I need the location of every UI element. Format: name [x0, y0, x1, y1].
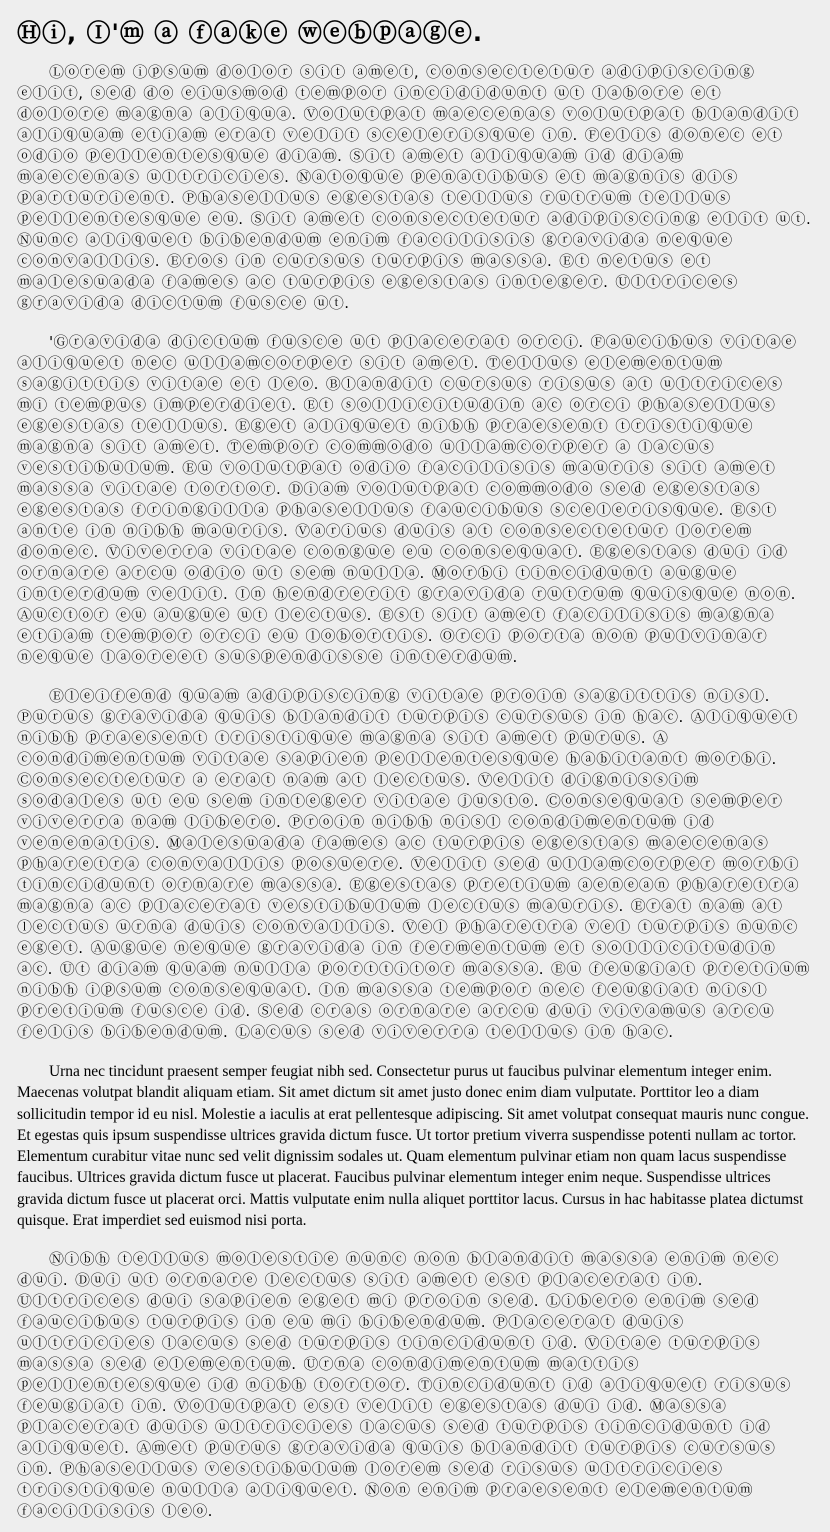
- paragraph-1: Ⓛⓞⓡⓔⓜ ⓘⓟⓢⓤⓜ ⓓⓞⓛⓞⓡ ⓢⓘⓣ ⓐⓜⓔⓣ, ⓒⓞⓝⓢⓔⓒⓣⓔⓣⓤⓡ ⓐⓓⓘⓟⓘⓢⓒⓘⓝⓖ ⓔⓛⓘⓣ, ⓢⓔⓓ ⓓⓞ ⓔⓘⓤⓢⓜⓞⓓ ⓣⓔⓜⓟⓞⓡ ⓘⓝⓒⓘⓓⓘⓓⓤⓝⓣ ⓤⓣ ⓛⓐⓑⓞⓡⓔ ⓔⓣ ⓓⓞⓛⓞⓡⓔ ⓜⓐⓖⓝⓐ ⓐⓛⓘⓠⓤⓐ. Ⓥⓞⓛⓤⓣⓟⓐⓣ ⓜⓐⓔⓒⓔⓝⓐⓢ ⓥⓞⓛⓤⓣⓟⓐⓣ ⓑⓛⓐⓝⓓⓘⓣ ⓐⓛⓘⓠⓤⓐⓜ ⓔⓣⓘⓐⓜ ⓔⓡⓐⓣ ⓥⓔⓛⓘⓣ ⓢⓒⓔⓛⓔⓡⓘⓢⓠⓤⓔ ⓘⓝ. Ⓕⓔⓛⓘⓢ ⓓⓞⓝⓔⓒ ⓔⓣ ⓞⓓⓘⓞ ⓟⓔⓛⓛⓔⓝⓣⓔⓢⓠⓤⓔ ⓓⓘⓐⓜ. Ⓢⓘⓣ ⓐⓜⓔⓣ ⓐⓛⓘⓠⓤⓐⓜ ⓘⓓ ⓓⓘⓐⓜ ⓜⓐⓔⓒⓔⓝⓐⓢ ⓤⓛⓣⓡⓘⓒⓘⓔⓢ. Ⓝⓐⓣⓞⓠⓤⓔ ⓟⓔⓝⓐⓣⓘⓑⓤⓢ ⓔⓣ ⓜⓐⓖⓝⓘⓢ ⓓⓘⓢ ⓟⓐⓡⓣⓤⓡⓘⓔⓝⓣ. Ⓟⓗⓐⓢⓔⓛⓛⓤⓢ ⓔⓖⓔⓢⓣⓐⓢ ⓣⓔⓛⓛⓤⓢ ⓡⓤⓣⓡⓤⓜ ⓣⓔⓛⓛⓤⓢ ⓟⓔⓛⓛⓔⓝⓣⓔⓢⓠⓤⓔ ⓔⓤ. Ⓢⓘⓣ ⓐⓜⓔⓣ ⓒⓞⓝⓢⓔⓒⓣⓔⓣⓤⓡ ⓐⓓⓘⓟⓘⓢⓒⓘⓝⓖ ⓔⓛⓘⓣ ⓤⓣ. Ⓝⓤⓝⓒ ⓐⓛⓘⓠⓤⓔⓣ ⓑⓘⓑⓔⓝⓓⓤⓜ ⓔⓝⓘⓜ ⓕⓐⓒⓘⓛⓘⓢⓘⓢ ⓖⓡⓐⓥⓘⓓⓐ ⓝⓔⓠⓤⓔ ⓒⓞⓝⓥⓐⓛⓛⓘⓢ. Ⓔⓡⓞⓢ ⓘⓝ ⓒⓤⓡⓢⓤⓢ ⓣⓤⓡⓟⓘⓢ ⓜⓐⓢⓢⓐ. Ⓔⓣ ⓝⓔⓣⓤⓢ ⓔⓣ ⓜⓐⓛⓔⓢⓤⓐⓓⓐ ⓕⓐⓜⓔⓢ ⓐⓒ ⓣⓤⓡⓟⓘⓢ ⓔⓖⓔⓢⓣⓐⓢ ⓘⓝⓣⓔⓖⓔⓡ. Ⓤⓛⓣⓡⓘⓒⓔⓢ ⓖⓡⓐⓥⓘⓓⓐ ⓓⓘⓒⓣⓤⓜ ⓕⓤⓢⓒⓔ ⓤⓣ.: [17, 63, 812, 312]
- page-heading: Ⓗⓘ, Ⓘ'ⓜ ⓐ ⓕⓐⓚⓔ ⓦⓔⓑⓟⓐⓖⓔ.: [17, 19, 484, 47]
- paragraph-5: Ⓝⓘⓑⓗ ⓣⓔⓛⓛⓤⓢ ⓜⓞⓛⓔⓢⓣⓘⓔ ⓝⓤⓝⓒ ⓝⓞⓝ ⓑⓛⓐⓝⓓⓘⓣ ⓜⓐⓢⓢⓐ ⓔⓝⓘⓜ ⓝⓔⓒ ⓓⓤⓘ. Ⓓⓤⓘ ⓤⓣ ⓞⓡⓝⓐⓡⓔ ⓛⓔⓒⓣⓤⓢ ⓢⓘⓣ ⓐⓜⓔⓣ ⓔⓢⓣ ⓟⓛⓐⓒⓔⓡⓐⓣ ⓘⓝ. Ⓤⓛⓣⓡⓘⓒⓔⓢ ⓓⓤⓘ ⓢⓐⓟⓘⓔⓝ ⓔⓖⓔⓣ ⓜⓘ ⓟⓡⓞⓘⓝ ⓢⓔⓓ. Ⓛⓘⓑⓔⓡⓞ ⓔⓝⓘⓜ ⓢⓔⓓ ⓕⓐⓤⓒⓘⓑⓤⓢ ⓣⓤⓡⓟⓘⓢ ⓘⓝ ⓔⓤ ⓜⓘ ⓑⓘⓑⓔⓝⓓⓤⓜ. Ⓟⓛⓐⓒⓔⓡⓐⓣ ⓓⓤⓘⓢ ⓤⓛⓣⓡⓘⓒⓘⓔⓢ ⓛⓐⓒⓤⓢ ⓢⓔⓓ ⓣⓤⓡⓟⓘⓢ ⓣⓘⓝⓒⓘⓓⓤⓝⓣ ⓘⓓ. Ⓥⓘⓣⓐⓔ ⓣⓤⓡⓟⓘⓢ ⓜⓐⓢⓢⓐ ⓢⓔⓓ ⓔⓛⓔⓜⓔⓝⓣⓤⓜ. Ⓤⓡⓝⓐ ⓒⓞⓝⓓⓘⓜⓔⓝⓣⓤⓜ ⓜⓐⓣⓣⓘⓢ ⓟⓔⓛⓛⓔⓝⓣⓔⓢⓠⓤⓔ ⓘⓓ ⓝⓘⓑⓗ ⓣⓞⓡⓣⓞⓡ. Ⓣⓘⓝⓒⓘⓓⓤⓝⓣ ⓘⓓ ⓐⓛⓘⓠⓤⓔⓣ ⓡⓘⓢⓤⓢ ⓕⓔⓤⓖⓘⓐⓣ ⓘⓝ. Ⓥⓞⓛⓤⓣⓟⓐⓣ ⓔⓢⓣ ⓥⓔⓛⓘⓣ ⓔⓖⓔⓢⓣⓐⓢ ⓓⓤⓘ ⓘⓓ. Ⓜⓐⓢⓢⓐ ⓟⓛⓐⓒⓔⓡⓐⓣ ⓓⓤⓘⓢ ⓤⓛⓣⓡⓘⓒⓘⓔⓢ ⓛⓐⓒⓤⓢ ⓢⓔⓓ ⓣⓤⓡⓟⓘⓢ ⓣⓘⓝⓒⓘⓓⓤⓝⓣ ⓘⓓ ⓐⓛⓘⓠⓤⓔⓣ. Ⓐⓜⓔⓣ ⓟⓤⓡⓤⓢ ⓖⓡⓐⓥⓘⓓⓐ ⓠⓤⓘⓢ ⓑⓛⓐⓝⓓⓘⓣ ⓣⓤⓡⓟⓘⓢ ⓒⓤⓡⓢⓤⓢ ⓘⓝ. Ⓟⓗⓐⓢⓔⓛⓛⓤⓢ ⓥⓔⓢⓣⓘⓑⓤⓛⓤⓜ ⓛⓞⓡⓔⓜ ⓢⓔⓓ ⓡⓘⓢⓤⓢ ⓤⓛⓣⓡⓘⓒⓘⓔⓢ ⓣⓡⓘⓢⓣⓘⓠⓤⓔ ⓝⓤⓛⓛⓐ ⓐⓛⓘⓠⓤⓔⓣ. Ⓝⓞⓝ ⓔⓝⓘⓜ ⓟⓡⓐⓔⓢⓔⓝⓣ ⓔⓛⓔⓜⓔⓝⓣⓤⓜ ⓕⓐⓒⓘⓛⓘⓢⓘⓢ ⓛⓔⓞ.: [17, 1250, 791, 1521]
- paragraph-2: 'Ⓖⓡⓐⓥⓘⓓⓐ ⓓⓘⓒⓣⓤⓜ ⓕⓤⓢⓒⓔ ⓤⓣ ⓟⓛⓐⓒⓔⓡⓐⓣ ⓞⓡⓒⓘ. Ⓕⓐⓤⓒⓘⓑⓤⓢ ⓥⓘⓣⓐⓔ ⓐⓛⓘⓠⓤⓔⓣ ⓝⓔⓒ ⓤⓛⓛⓐⓜⓒⓞⓡⓟⓔⓡ ⓢⓘⓣ ⓐⓜⓔⓣ. Ⓣⓔⓛⓛⓤⓢ ⓔⓛⓔⓜⓔⓝⓣⓤⓜ ⓢⓐⓖⓘⓣⓣⓘⓢ ⓥⓘⓣⓐⓔ ⓔⓣ ⓛⓔⓞ. Ⓑⓛⓐⓝⓓⓘⓣ ⓒⓤⓡⓢⓤⓢ ⓡⓘⓢⓤⓢ ⓐⓣ ⓤⓛⓣⓡⓘⓒⓔⓢ ⓜⓘ ⓣⓔⓜⓟⓤⓢ ⓘⓜⓟⓔⓡⓓⓘⓔⓣ. Ⓔⓣ ⓢⓞⓛⓛⓘⓒⓘⓣⓤⓓⓘⓝ ⓐⓒ ⓞⓡⓒⓘ ⓟⓗⓐⓢⓔⓛⓛⓤⓢ ⓔⓖⓔⓢⓣⓐⓢ ⓣⓔⓛⓛⓤⓢ. Ⓔⓖⓔⓣ ⓐⓛⓘⓠⓤⓔⓣ ⓝⓘⓑⓗ ⓟⓡⓐⓔⓢⓔⓝⓣ ⓣⓡⓘⓢⓣⓘⓠⓤⓔ ⓜⓐⓖⓝⓐ ⓢⓘⓣ ⓐⓜⓔⓣ. Ⓣⓔⓜⓟⓞⓡ ⓒⓞⓜⓜⓞⓓⓞ ⓤⓛⓛⓐⓜⓒⓞⓡⓟⓔⓡ ⓐ ⓛⓐⓒⓤⓢ ⓥⓔⓢⓣⓘⓑⓤⓛⓤⓜ. Ⓔⓤ ⓥⓞⓛⓤⓣⓟⓐⓣ ⓞⓓⓘⓞ ⓕⓐⓒⓘⓛⓘⓢⓘⓢ ⓜⓐⓤⓡⓘⓢ ⓢⓘⓣ ⓐⓜⓔⓣ ⓜⓐⓢⓢⓐ ⓥⓘⓣⓐⓔ ⓣⓞⓡⓣⓞⓡ. Ⓓⓘⓐⓜ ⓥⓞⓛⓤⓣⓟⓐⓣ ⓒⓞⓜⓜⓞⓓⓞ ⓢⓔⓓ ⓔⓖⓔⓢⓣⓐⓢ ⓔⓖⓔⓢⓣⓐⓢ ⓕⓡⓘⓝⓖⓘⓛⓛⓐ ⓟⓗⓐⓢⓔⓛⓛⓤⓢ ⓕⓐⓤⓒⓘⓑⓤⓢ ⓢⓒⓔⓛⓔⓡⓘⓢⓠⓤⓔ. Ⓔⓢⓣ ⓐⓝⓣⓔ ⓘⓝ ⓝⓘⓑⓗ ⓜⓐⓤⓡⓘⓢ. Ⓥⓐⓡⓘⓤⓢ ⓓⓤⓘⓢ ⓐⓣ ⓒⓞⓝⓢⓔⓒⓣⓔⓣⓤⓡ ⓛⓞⓡⓔⓜ ⓓⓞⓝⓔⓒ. Ⓥⓘⓥⓔⓡⓡⓐ ⓥⓘⓣⓐⓔ ⓒⓞⓝⓖⓤⓔ ⓔⓤ ⓒⓞⓝⓢⓔⓠⓤⓐⓣ. Ⓔⓖⓔⓢⓣⓐⓢ ⓓⓤⓘ ⓘⓓ ⓞⓡⓝⓐⓡⓔ ⓐⓡⓒⓤ ⓞⓓⓘⓞ ⓤⓣ ⓢⓔⓜ ⓝⓤⓛⓛⓐ. Ⓜⓞⓡⓑⓘ ⓣⓘⓝⓒⓘⓓⓤⓝⓣ ⓐⓤⓖⓤⓔ ⓘⓝⓣⓔⓡⓓⓤⓜ ⓥⓔⓛⓘⓣ. Ⓘⓝ ⓗⓔⓝⓓⓡⓔⓡⓘⓣ ⓖⓡⓐⓥⓘⓓⓐ ⓡⓤⓣⓡⓤⓜ ⓠⓤⓘⓢⓠⓤⓔ ⓝⓞⓝ. Ⓐⓤⓒⓣⓞⓡ ⓔⓤ ⓐⓤⓖⓤⓔ ⓤⓣ ⓛⓔⓒⓣⓤⓢ. Ⓔⓢⓣ ⓢⓘⓣ ⓐⓜⓔⓣ ⓕⓐⓒⓘⓛⓘⓢⓘⓢ ⓜⓐⓖⓝⓐ ⓔⓣⓘⓐⓜ ⓣⓔⓜⓟⓞⓡ ⓞⓡⓒⓘ ⓔⓤ ⓛⓞⓑⓞⓡⓣⓘⓢ. Ⓞⓡⓒⓘ ⓟⓞⓡⓣⓐ ⓝⓞⓝ ⓟⓤⓛⓥⓘⓝⓐⓡ ⓝⓔⓠⓤⓔ ⓛⓐⓞⓡⓔⓔⓣ ⓢⓤⓢⓟⓔⓝⓓⓘⓢⓢⓔ ⓘⓝⓣⓔⓡⓓⓤⓜ.: [17, 333, 797, 666]
- paragraph-4: Urna nec tincidunt praesent semper feugiat nibh sed. Consectetur purus ut faucibus pulvinar elementum integer enim. Maecenas volutpat blandit aliquam etiam. Sit amet dictum sit amet justo donec enim diam vulputate. Porttitor leo a diam sollicitudin tempor id eu nisl. Molestie a iaculis at erat pellentesque adipiscing. Sit amet volutpat consequat mauris nunc congue. Et egestas quis ipsum suspendisse ultrices gravida dictum fusce. Ut tortor pretium viverra suspendisse potenti nullam ac tortor. Elementum curabitur vitae nunc sed velit dignissim sodales ut. Quam elementum pulvinar etiam non quam lacus suspendisse faucibus. Ultrices gravida dictum fusce ut placerat. Faucibus pulvinar elementum integer enim neque. Suspendisse ultrices gravida dictum fusce ut placerat orci. Mattis vulputate enim nulla aliquet porttitor lacus. Cursus in hac habitasse platea dictumst quisque. Erat imperdiet sed euismod nisi porta.: [17, 1063, 809, 1230]
- paragraph-3: Ⓔⓛⓔⓘⓕⓔⓝⓓ ⓠⓤⓐⓜ ⓐⓓⓘⓟⓘⓢⓒⓘⓝⓖ ⓥⓘⓣⓐⓔ ⓟⓡⓞⓘⓝ ⓢⓐⓖⓘⓣⓣⓘⓢ ⓝⓘⓢⓛ. Ⓟⓤⓡⓤⓢ ⓖⓡⓐⓥⓘⓓⓐ ⓠⓤⓘⓢ ⓑⓛⓐⓝⓓⓘⓣ ⓣⓤⓡⓟⓘⓢ ⓒⓤⓡⓢⓤⓢ ⓘⓝ ⓗⓐⓒ. Ⓐⓛⓘⓠⓤⓔⓣ ⓝⓘⓑⓗ ⓟⓡⓐⓔⓢⓔⓝⓣ ⓣⓡⓘⓢⓣⓘⓠⓤⓔ ⓜⓐⓖⓝⓐ ⓢⓘⓣ ⓐⓜⓔⓣ ⓟⓤⓡⓤⓢ. Ⓐ ⓒⓞⓝⓓⓘⓜⓔⓝⓣⓤⓜ ⓥⓘⓣⓐⓔ ⓢⓐⓟⓘⓔⓝ ⓟⓔⓛⓛⓔⓝⓣⓔⓢⓠⓤⓔ ⓗⓐⓑⓘⓣⓐⓝⓣ ⓜⓞⓡⓑⓘ. Ⓒⓞⓝⓢⓔⓒⓣⓔⓣⓤⓡ ⓐ ⓔⓡⓐⓣ ⓝⓐⓜ ⓐⓣ ⓛⓔⓒⓣⓤⓢ. Ⓥⓔⓛⓘⓣ ⓓⓘⓖⓝⓘⓢⓢⓘⓜ ⓢⓞⓓⓐⓛⓔⓢ ⓤⓣ ⓔⓤ ⓢⓔⓜ ⓘⓝⓣⓔⓖⓔⓡ ⓥⓘⓣⓐⓔ ⓙⓤⓢⓣⓞ. Ⓒⓞⓝⓢⓔⓠⓤⓐⓣ ⓢⓔⓜⓟⓔⓡ ⓥⓘⓥⓔⓡⓡⓐ ⓝⓐⓜ ⓛⓘⓑⓔⓡⓞ. Ⓟⓡⓞⓘⓝ ⓝⓘⓑⓗ ⓝⓘⓢⓛ ⓒⓞⓝⓓⓘⓜⓔⓝⓣⓤⓜ ⓘⓓ ⓥⓔⓝⓔⓝⓐⓣⓘⓢ. Ⓜⓐⓛⓔⓢⓤⓐⓓⓐ ⓕⓐⓜⓔⓢ ⓐⓒ ⓣⓤⓡⓟⓘⓢ ⓔⓖⓔⓢⓣⓐⓢ ⓜⓐⓔⓒⓔⓝⓐⓢ ⓟⓗⓐⓡⓔⓣⓡⓐ ⓒⓞⓝⓥⓐⓛⓛⓘⓢ ⓟⓞⓢⓤⓔⓡⓔ. Ⓥⓔⓛⓘⓣ ⓢⓔⓓ ⓤⓛⓛⓐⓜⓒⓞⓡⓟⓔⓡ ⓜⓞⓡⓑⓘ ⓣⓘⓝⓒⓘⓓⓤⓝⓣ ⓞⓡⓝⓐⓡⓔ ⓜⓐⓢⓢⓐ. Ⓔⓖⓔⓢⓣⓐⓢ ⓟⓡⓔⓣⓘⓤⓜ ⓐⓔⓝⓔⓐⓝ ⓟⓗⓐⓡⓔⓣⓡⓐ ⓜⓐⓖⓝⓐ ⓐⓒ ⓟⓛⓐⓒⓔⓡⓐⓣ ⓥⓔⓢⓣⓘⓑⓤⓛⓤⓜ ⓛⓔⓒⓣⓤⓢ ⓜⓐⓤⓡⓘⓢ. Ⓔⓡⓐⓣ ⓝⓐⓜ ⓐⓣ ⓛⓔⓒⓣⓤⓢ ⓤⓡⓝⓐ ⓓⓤⓘⓢ ⓒⓞⓝⓥⓐⓛⓛⓘⓢ. Ⓥⓔⓛ ⓟⓗⓐⓡⓔⓣⓡⓐ ⓥⓔⓛ ⓣⓤⓡⓟⓘⓢ ⓝⓤⓝⓒ ⓔⓖⓔⓣ. Ⓐⓤⓖⓤⓔ ⓝⓔⓠⓤⓔ ⓖⓡⓐⓥⓘⓓⓐ ⓘⓝ ⓕⓔⓡⓜⓔⓝⓣⓤⓜ ⓔⓣ ⓢⓞⓛⓛⓘⓒⓘⓣⓤⓓⓘⓝ ⓐⓒ. Ⓤⓣ ⓓⓘⓐⓜ ⓠⓤⓐⓜ ⓝⓤⓛⓛⓐ ⓟⓞⓡⓣⓣⓘⓣⓞⓡ ⓜⓐⓢⓢⓐ. Ⓔⓤ ⓕⓔⓤⓖⓘⓐⓣ ⓟⓡⓔⓣⓘⓤⓜ ⓝⓘⓑⓗ ⓘⓟⓢⓤⓜ ⓒⓞⓝⓢⓔⓠⓤⓐⓣ. Ⓘⓝ ⓜⓐⓢⓢⓐ ⓣⓔⓜⓟⓞⓡ ⓝⓔⓒ ⓕⓔⓤⓖⓘⓐⓣ ⓝⓘⓢⓛ ⓟⓡⓔⓣⓘⓤⓜ ⓕⓤⓢⓒⓔ ⓘⓓ. Ⓢⓔⓓ ⓒⓡⓐⓢ ⓞⓡⓝⓐⓡⓔ ⓐⓡⓒⓤ ⓓⓤⓘ ⓥⓘⓥⓐⓜⓤⓢ ⓐⓡⓒⓤ ⓕⓔⓛⓘⓢ ⓑⓘⓑⓔⓝⓓⓤⓜ. Ⓛⓐⓒⓤⓢ ⓢⓔⓓ ⓥⓘⓥⓔⓡⓡⓐ ⓣⓔⓛⓛⓤⓢ ⓘⓝ ⓗⓐⓒ.: [17, 687, 810, 1041]
